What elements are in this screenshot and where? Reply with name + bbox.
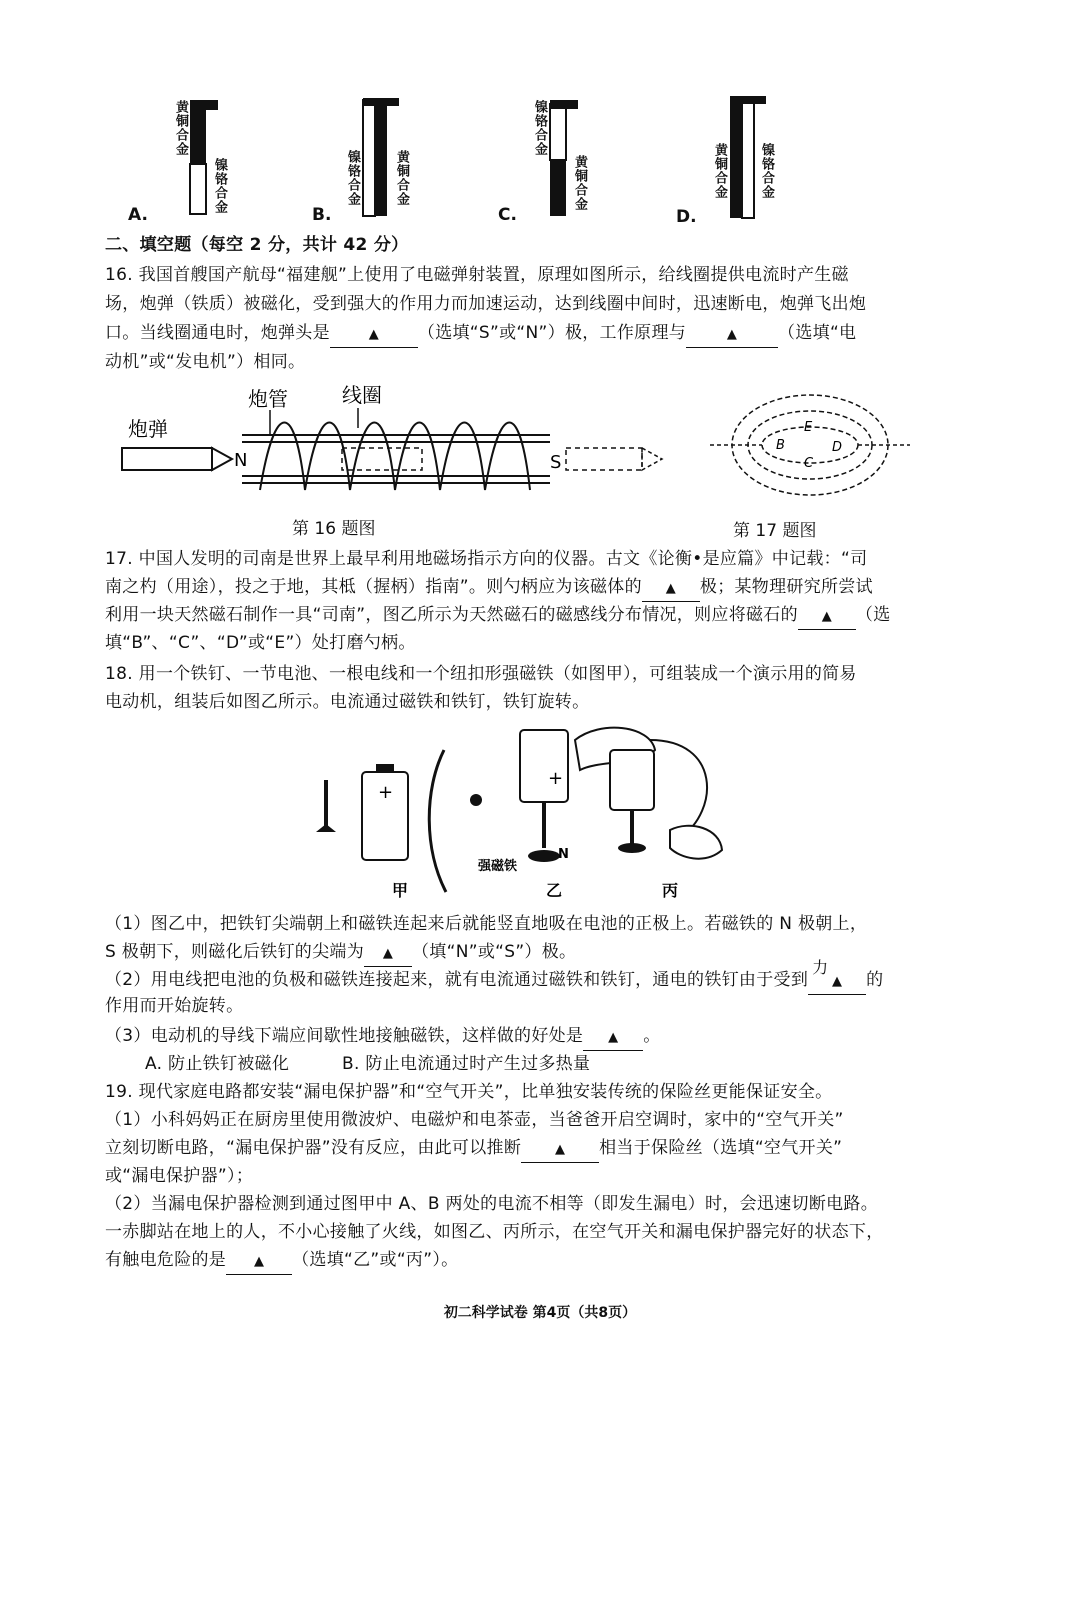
q19-p1-line-2: [105, 1136, 842, 1163]
q16-line-1: 16. 我国首艘国产航母“福建舰”上使用了电磁弹射装置，原理如图所示，给线圈提供电流时产生磁: [105, 265, 849, 285]
label-jia: 甲: [392, 881, 409, 900]
q16-fig-s: S: [550, 452, 562, 473]
q16-line-4: 动机”或“发电机”）相同。: [105, 352, 306, 372]
q18-p2-text-b: 的: [866, 970, 884, 990]
option-c-bar-bottom: [550, 160, 566, 216]
option-b-right-label: 黄铜合金: [394, 150, 409, 206]
q16-text-b: （选填“S”或“N”）极，工作原理与: [417, 323, 687, 343]
option-a-handle: [190, 100, 218, 110]
q19-p2-text-c: 有触电危险的是: [105, 1250, 227, 1270]
shell-body: [122, 448, 212, 470]
q17-caption: 第 17 题图: [733, 521, 817, 541]
exit-shell: [566, 448, 642, 470]
q18-p3-option-a: A. 防止铁钉被磁化: [145, 1054, 290, 1074]
hand-2: [670, 826, 722, 859]
label-barrel: 炮管: [248, 387, 288, 411]
option-d-right-label: 镍铬合金: [759, 143, 774, 199]
q17-line-1: 17. 中国人发明的司南是世界上最早利用地磁场指示方向的仪器。古文《论衡•是应篇》中记载：“司: [105, 549, 868, 569]
q18-p1-line-1: （1）图乙中，把铁钉尖端朝上和磁铁连起来后就能竖直地吸在电池的正极上。若磁铁的 N 极朝上，: [105, 914, 868, 934]
q18-p1-text-b: S 极朝下，则磁化后铁钉的尖端为: [105, 942, 364, 962]
blank-marker-icon: ▲: [665, 581, 677, 596]
blank-marker-icon: ▲: [368, 327, 380, 342]
q17-text-a: 南之杓（用途），投之于地，其柢（握柄）指南”。则勺柄应为该磁体的: [105, 577, 642, 597]
option-b-bar-left: [363, 100, 375, 216]
q19-p1-text-b: 立刻切断电路，“漏电保护器”没有反应，由此可以推断: [105, 1138, 522, 1158]
q19-blank-1[interactable]: [521, 1136, 599, 1163]
q18-fig-magnet: 强磁铁: [478, 859, 518, 874]
q17-blank-2[interactable]: [798, 603, 856, 630]
q19-p1-text-c: 相当于保险丝（选填“空气开关”: [599, 1138, 843, 1158]
q18-line-1: 18. 用一个铁钉、一节电池、一根电线和一个纽扣形强磁铁（如图甲），可组装成一个演示用的简易: [105, 664, 857, 684]
handwriting-answer: 力: [812, 958, 829, 977]
magnet-2: [528, 850, 560, 862]
label-shell: 炮弹: [128, 417, 168, 441]
blank-marker-icon: ▲: [554, 1142, 566, 1157]
q19-p2-line-1: （2）当漏电保护器检测到通过图甲中 A、B 两处的电流不相等（即发生漏电）时，会迅速切断电路。: [105, 1194, 879, 1214]
battery-2: [520, 730, 568, 802]
shell-head: [212, 448, 232, 470]
option-a-bottom-label: 镍铬合金: [212, 158, 227, 214]
q18-blank-2[interactable]: [808, 958, 866, 995]
option-a-bar-top: [190, 104, 206, 164]
q18-p1-line-2: [105, 940, 576, 967]
option-c-label: C.: [498, 205, 517, 225]
option-b-label: B.: [312, 205, 332, 225]
q16-blank-2[interactable]: [686, 321, 778, 348]
battery-2-plus: +: [548, 768, 564, 789]
q19-blank-2[interactable]: [226, 1248, 292, 1275]
option-b-bar-right: [375, 100, 387, 216]
option-d-left-label: 黄铜合金: [712, 143, 727, 199]
point-e: E: [804, 420, 813, 435]
q19-p1-line-3: 或“漏电保护器”）；: [105, 1166, 254, 1186]
q17-text-d: （选: [855, 605, 891, 625]
q18-p3-line-1: [105, 1024, 661, 1051]
q18-blank-1[interactable]: [364, 940, 412, 967]
point-c: C: [804, 456, 814, 471]
option-b-handle: [363, 98, 399, 106]
q16-caption: 第 16 题图: [292, 519, 376, 539]
q17-blank-1[interactable]: [642, 575, 700, 602]
wire-3: [650, 740, 707, 838]
blank-marker-icon: ▲: [382, 946, 394, 961]
q17-line-3: [105, 603, 891, 630]
q17-text-c: 利用一块天然磁石制作一具“司南”，图乙所示为天然磁石的磁感线分布情况，则应将磁石的: [105, 605, 798, 625]
label-coil: 线圈: [342, 383, 382, 407]
q16-line-2: 场，炮弹（铁质）被磁化，受到强大的作用力而加速运动，达到线圈中间时，迅速断电，炮弹飞出炮: [105, 294, 867, 314]
battery-plus: +: [378, 782, 394, 803]
point-b: B: [776, 438, 785, 453]
q18-line-2: 电动机，组装后如图乙所示。电流通过磁铁和铁钉，铁钉旋转。: [105, 692, 590, 712]
blank-marker-icon: ▲: [253, 1254, 265, 1269]
button-magnet: [470, 794, 482, 806]
blank-marker-icon: ▲: [821, 609, 833, 624]
q19-line-1: 19. 现代家庭电路都安装“漏电保护器”和“空气开关”，比单独安装传统的保险丝更能保证安全。: [105, 1082, 833, 1102]
q19-p2-text-d: （选填“乙”或“丙”）。: [292, 1250, 459, 1270]
magnet-3: [618, 843, 646, 853]
section-title: 二、填空题（每空 2 分，共计 42 分）: [105, 235, 409, 255]
q16-blank-1[interactable]: [330, 321, 418, 348]
wire: [429, 750, 446, 892]
q17-line-4: 填“B”、“C”、“D”或“E”）处打磨勺柄。: [105, 633, 416, 653]
blank-marker-icon: ▲: [831, 974, 843, 989]
nail-head: [316, 824, 336, 832]
label-yi: 乙: [546, 881, 563, 900]
option-c-handle: [550, 100, 578, 109]
battery-3: [610, 750, 654, 810]
option-d-bar-left: [730, 98, 742, 218]
q17-figure: [700, 385, 920, 505]
q18-p3-text-b: 。: [643, 1026, 661, 1046]
option-b-left-label: 镍铬合金: [345, 150, 360, 206]
q18-p2-line-1: [105, 958, 884, 995]
q16-text-c: （选填“电: [778, 323, 857, 343]
q17-text-b: 极；某物理研究所尝试: [699, 577, 873, 597]
option-c-top-label: 镍铬合金: [532, 100, 547, 156]
coil: [260, 423, 530, 491]
q19-p2-line-2: 一赤脚站在地上的人，不小心接触了火线，如图乙、丙所示，在空气开关和漏电保护器完好的状态下，: [105, 1222, 884, 1242]
q16-figure: [110, 380, 690, 510]
exit-shell-head: [642, 448, 662, 470]
q19-p2-line-3: [105, 1248, 458, 1275]
blank-marker-icon: ▲: [608, 1030, 619, 1045]
page-footer: 初二科学试卷 第4页（共8页）: [443, 1305, 637, 1321]
q16-fig-n: N: [234, 450, 248, 471]
option-a-top-label: 黄铜合金: [173, 100, 188, 156]
q17-line-2: [105, 575, 873, 602]
q16-text-a: 口。当线圈通电时，炮弹头是: [105, 323, 330, 343]
q18-figure: [300, 720, 740, 905]
option-c-bar-top: [550, 104, 566, 160]
q19-p1-line-1: （1）小科妈妈正在厨房里使用微波炉、电磁炉和电茶壶，当爸爸开启空调时，家中的“空气开关”: [105, 1110, 844, 1130]
point-d: D: [832, 440, 843, 455]
q18-p3-option-b: B. 防止电流通过时产生过多热量: [342, 1054, 591, 1074]
q16-line-3: [105, 321, 856, 348]
q18-fig-n: N: [558, 847, 569, 862]
q18-p1-text-c: （填“N”或“S”）极。: [412, 942, 577, 962]
option-d-handle: [730, 96, 766, 104]
blank-marker-icon: ▲: [726, 327, 738, 342]
option-c-bottom-label: 黄铜合金: [572, 155, 587, 211]
option-d-label: D.: [676, 207, 697, 227]
q18-blank-3[interactable]: [583, 1024, 643, 1051]
q18-p2-line-2: 作用而开始旋转。: [105, 996, 244, 1016]
option-a-label: A.: [128, 205, 148, 225]
battery-cap: [376, 764, 394, 773]
option-a-bar-bottom: [190, 164, 206, 214]
option-d-bar-right: [742, 98, 754, 218]
q18-p3-text-a: （3）电动机的导线下端应间歇性地接触磁铁，这样做的好处是: [105, 1026, 584, 1046]
label-bing: 丙: [662, 881, 679, 900]
q18-p2-text-a: （2）用电线把电池的负极和磁铁连接起来，就有电流通过磁铁和铁钉，通电的铁钉由于受到: [105, 970, 809, 990]
